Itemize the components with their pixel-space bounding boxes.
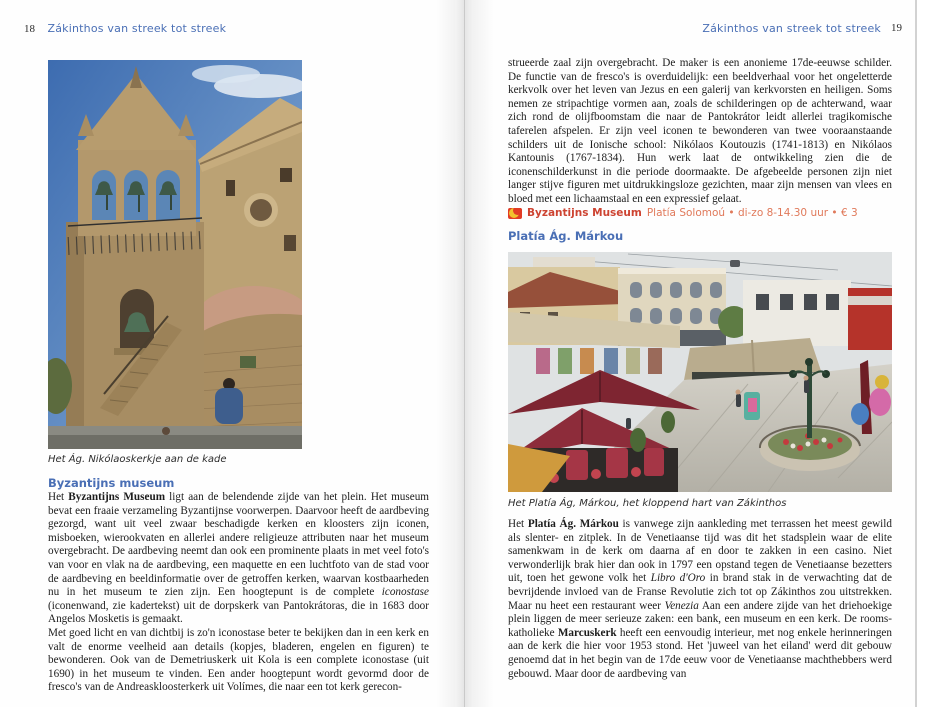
sight-name: Byzantijns Museum [527, 207, 642, 219]
right-page-number: 19 [891, 22, 902, 34]
section-heading-platia-markou: Platía Ág. Márkou [508, 229, 624, 243]
right-page-header [508, 22, 902, 35]
left-photo-caption: Het Ág. Nikólaoskerkje aan de kade [48, 454, 227, 465]
bell-tower-photo [48, 60, 302, 449]
right-body-text-bottom [508, 518, 892, 681]
left-page-header [24, 22, 226, 35]
left-running-title: Zákinthos van streek tot streek [47, 22, 227, 35]
page-edge-line [915, 0, 917, 707]
right-page [470, 0, 915, 707]
sight-info-line [508, 207, 858, 219]
right-body-text-top [508, 57, 892, 207]
book-spine-line [464, 0, 465, 707]
left-page [0, 0, 455, 707]
paragraph: Met goed licht en van dichtbij is zo'n iconostase beter te bekijken dan in een kerk en valt de enorme veelheid aan details (kopjes, bladeren, engelen en figuren) te bewonderen. Ook van de Demetriuskerk uit Kola is een complete iconostase (uit 1690) in het museum te vinden. Een ander hoogtepunt wordt gevormd door de fresco's van de Andreaskloosterkerk uit Volímes, die naar een tot kerk gerecon- [48, 626, 429, 694]
left-page-number: 18 [24, 23, 35, 35]
sight-details: Platía Solomoú • di-zo 8-14.30 uur • € 3 [646, 207, 858, 219]
town-square-photo [508, 252, 892, 492]
paragraph: Het Byzantijns Museum ligt aan de belendende zijde van het plein. Het museum bevat een fraaie verzameling Byzantijnse voorwerpen. Daarvoor heeft de aardbeving gezorgd, want uit veel zwaar beschadigde kerken en kloosters zijn iconen, misboeken, wierookvaten en allerlei andere religieuze attributen naar het museum overgebracht. De aardbeving neemt dan ook een prominente plaats in met veel foto's van voor en vlak na de aardbeving, een maquette en een luchtfoto van de stad voor de aardbeving en beeldinformatie over de getroffen kerken, waarvan kostbaarheden nu in het museum te zien zijn. Een hoogtepunt is de complete iconostase (iconenwand, zie kadertekst) uit de dorpskerk van Pantokrátoras, die in 1683 door Angelos Mosketis is gemaakt. [48, 491, 430, 626]
right-running-title: Zákinthos van streek tot streek [702, 22, 881, 35]
guidebook-sight-icon [508, 208, 522, 219]
right-photo-caption: Het Platía Ág, Márkou, het kloppend hart van Zákinthos [508, 498, 787, 509]
section-heading-byzantijns-museum: Byzantijns museum [48, 476, 175, 490]
paragraph: strueerde zaal zijn overgebracht. De maker is een anonieme 17de-eeuwse schilder. De functie van de fresco's is overduidelijk: een beeldverhaal voor het ongeletterde kerkvolk over het leven van Jezus en een galerij van kerkvorsten en heiligen. Soms nemen ze stripachtige vormen aan, zoals de schilderingen op de achterwand, waar zich rond de olijfboomstam die naar de Pantokrátor leidt allerlei tragikomische taferelen afspelen. Er zijn veel iconen te bewonderen van twee vooraanstaande schilders uit de Ionische school: Nikólaos Koutouzis (1741-1813) en Nikólaos Kantounis (1767-1834). Hun werk laat de ontwikkeling zien die de iconenschilderkunst in die periode doormaakte. De afgebeelde personen zijn niet langer stijve figuren met uitdrukkingsloze gezichten, maar zijn mensen van vlees en bloed met een lichaamstaal en een expressief gelaat. [508, 57, 892, 205]
paragraph: Het Platía Ág. Márkou is vanwege zijn aankleding met terrassen het meest gewild als slenter- en zitplek. In de Venetiaanse tijd was dit het stadsplein waar de elite samenkwam in de kerk om daarna af en door te zakken in een casino. Niet verwonderlijk brak hier dan ook in 1797 een opstand tegen de Venetiaanse bezetters uit, toen het gewone volk het Libro d'Oro in brand stak in de verwachting dat de bevrijdende invloed van de Franse Revolutie zich tot op Zákinthos zou uitstrekken. Maar nu heet een restaurant weer Venezia Aan een andere zijde van het driehoekige plein liggen de meer serieuze zaken: een bank, een museum en een kerk. De rooms-katholieke Marcuskerk heeft een eenvoudig interieur, met nog enkele herinneringen aan de kerk die hier voor 1953 stond. Het 'juweel van het eiland' werd dit gebouw genoemd dat in het begin van de 17de eeuw voor de Venetiaanse machthebbers werd gebouwd. Maar door de aardbeving van [508, 518, 892, 680]
left-body-text [48, 491, 429, 695]
